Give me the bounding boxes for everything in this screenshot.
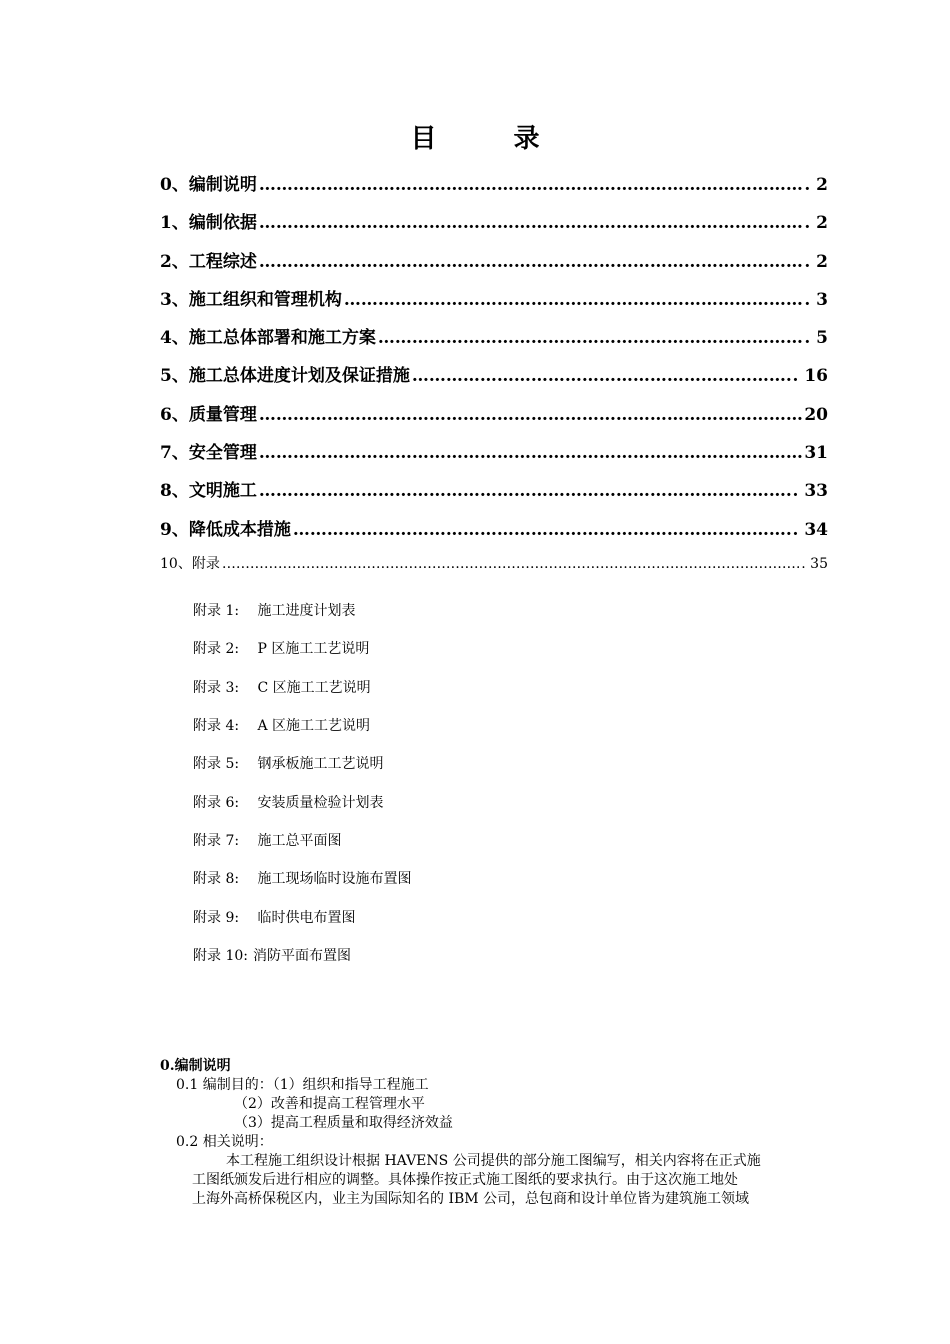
paragraph-line: 工图纸颁发后进行相应的调整。具体操作按正式施工图纸的要求执行。由于这次施工地处	[192, 1172, 738, 1188]
related-heading: 0.2 相关说明：	[176, 1134, 273, 1150]
paragraph-line: 上海外高桥保税区内，业主为国际知名的 IBM 公司，总包商和设计单位皆为建筑施工领域	[192, 1191, 750, 1207]
toc-entry-page: . 3	[804, 289, 828, 310]
toc-entry[interactable]	[160, 361, 828, 399]
purpose-item: （3）提高工程质量和取得经济效益	[234, 1115, 453, 1131]
toc-leader-dots	[222, 556, 799, 572]
page-title: 目 录	[410, 124, 574, 154]
toc-entry-label: 4、施工总体部署和施工方案	[160, 328, 376, 349]
appendix-item-text: 安装质量检验计划表	[257, 794, 384, 811]
toc-leader-dots	[259, 443, 802, 463]
appendix-item-text: 施工现场临时设施布置图	[257, 871, 412, 888]
toc-entry-label: 5、施工总体进度计划及保证措施	[160, 366, 410, 387]
toc-entry-page: . 5	[804, 328, 828, 349]
appendix-item-prefix: 附录 7:	[193, 832, 240, 849]
toc-leader-dots	[259, 175, 802, 195]
toc-entry[interactable]	[160, 170, 828, 208]
appendix-item-text: 钢承板施工工艺说明	[257, 756, 384, 773]
appendix-item-prefix: 附录 9:	[193, 909, 240, 926]
appendix-item-text: 消防平面布置图	[253, 947, 351, 964]
toc-entry-page: 31	[804, 443, 828, 464]
toc-leader-dots	[259, 405, 802, 425]
appendix-item-prefix: 附录 6:	[193, 794, 240, 811]
table-of-contents	[160, 170, 828, 591]
toc-leader-dots	[412, 366, 791, 386]
section-body	[160, 1057, 860, 1209]
purpose-line: 0.1 编制目的：（1）组织和指导工程施工	[176, 1077, 429, 1093]
appendix-item[interactable]	[193, 668, 411, 706]
appendix-item-prefix: 附录 2:	[193, 641, 240, 658]
toc-entry-label: 2、工程综述	[160, 251, 257, 272]
toc-entry[interactable]	[160, 553, 828, 591]
appendix-item-prefix: 附录 8:	[193, 871, 240, 888]
toc-leader-dots	[259, 252, 802, 272]
toc-entry[interactable]	[160, 247, 828, 285]
toc-entry-label: 9、降低成本措施	[160, 519, 291, 540]
toc-leader-dots	[259, 481, 791, 501]
toc-entry-label: 7、安全管理	[160, 443, 257, 464]
toc-entry-label: 3、施工组织和管理机构	[160, 289, 342, 310]
toc-entry[interactable]	[160, 285, 828, 323]
toc-entry-page: . 16	[792, 366, 828, 387]
toc-entry[interactable]	[160, 515, 828, 553]
appendix-item[interactable]	[193, 897, 411, 935]
toc-leader-dots	[344, 290, 802, 310]
toc-entry-page: 20	[804, 404, 828, 425]
appendix-item-text: A 区施工工艺说明	[257, 718, 371, 735]
appendix-item[interactable]	[193, 821, 411, 859]
toc-entry-label: 6、质量管理	[160, 404, 257, 425]
appendix-item[interactable]	[193, 936, 411, 974]
appendix-item-prefix: 附录 1:	[193, 603, 240, 620]
toc-leader-dots	[259, 213, 802, 233]
toc-entry-label: 0、编制说明	[160, 175, 257, 195]
toc-entry-label: 8、文明施工	[160, 481, 257, 502]
toc-entry-page: . 2	[804, 213, 828, 234]
appendix-list	[193, 591, 411, 974]
appendix-item-prefix: 附录 10:	[193, 947, 248, 964]
appendix-item-text: 施工总平面图	[257, 832, 342, 849]
toc-entry-page: . 2	[804, 175, 828, 195]
toc-entry[interactable]	[160, 438, 828, 476]
appendix-item[interactable]	[193, 591, 411, 629]
toc-entry[interactable]	[160, 323, 828, 361]
toc-entry-page: . 33	[792, 481, 828, 502]
appendix-item[interactable]	[193, 706, 411, 744]
section-heading: 0.编制说明	[160, 1058, 231, 1074]
paragraph-line: 本工程施工组织设计根据 HAVENS 公司提供的部分施工图编写，相关内容将在正式施	[226, 1153, 761, 1169]
appendix-item-text: P 区施工工艺说明	[257, 641, 370, 658]
appendix-item[interactable]	[193, 782, 411, 820]
appendix-item[interactable]	[193, 859, 411, 897]
toc-entry-label: 10、附录	[160, 555, 220, 572]
appendix-item-text: C 区施工工艺说明	[257, 679, 371, 696]
appendix-item-prefix: 附录 5:	[193, 756, 240, 773]
toc-entry-page: . 35	[801, 555, 828, 572]
toc-entry[interactable]	[160, 400, 828, 438]
appendix-item[interactable]	[193, 629, 411, 667]
toc-entry-page: . 2	[804, 251, 828, 272]
purpose-item: （2）改善和提高工程管理水平	[234, 1096, 425, 1112]
appendix-item-prefix: 附录 3:	[193, 679, 240, 696]
toc-leader-dots	[293, 520, 791, 540]
appendix-item-text: 施工进度计划表	[257, 603, 356, 620]
appendix-item-prefix: 附录 4:	[193, 718, 240, 735]
toc-entry[interactable]	[160, 476, 828, 514]
toc-entry-label: 1、编制依据	[160, 213, 257, 234]
appendix-item[interactable]	[193, 744, 411, 782]
appendix-item-text: 临时供电布置图	[257, 909, 356, 926]
toc-entry[interactable]	[160, 208, 828, 246]
toc-entry-page: . 34	[792, 519, 828, 540]
toc-leader-dots	[378, 328, 803, 348]
